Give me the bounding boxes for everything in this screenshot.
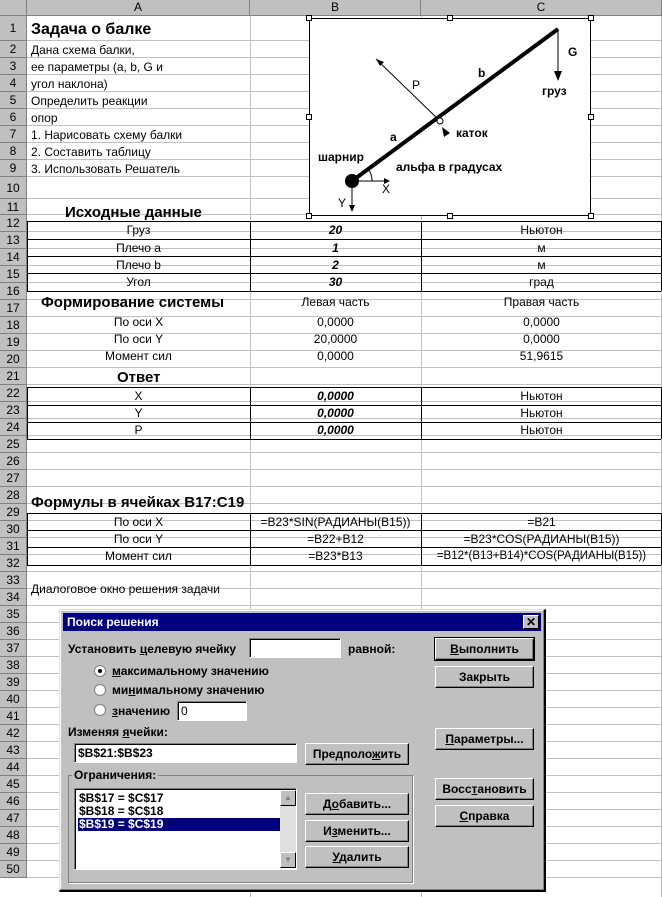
list-item-selected[interactable]: $B$19 = $C$19 — [78, 818, 280, 831]
resize-handle[interactable] — [447, 15, 453, 21]
row-header[interactable]: 22 — [0, 385, 27, 402]
row-header[interactable]: 7 — [0, 126, 27, 143]
row-header[interactable]: 44 — [0, 759, 27, 776]
row-header[interactable]: 14 — [0, 249, 27, 266]
row-header[interactable]: 16 — [0, 283, 27, 300]
delete-button[interactable]: Удалить — [305, 846, 409, 868]
dialog-titlebar[interactable] — [63, 613, 541, 631]
label-alpha: альфа в градусах — [396, 160, 503, 174]
formula-right[interactable]: =B21 — [527, 515, 556, 529]
system-name[interactable]: По оси X — [113, 315, 164, 329]
guess-button[interactable]: Предположить — [305, 743, 409, 765]
answer-name[interactable]: Y — [134, 406, 143, 420]
row-header[interactable]: 35 — [0, 606, 27, 623]
table-border — [27, 513, 28, 565]
row-header[interactable]: 31 — [0, 538, 27, 555]
load-arrow-head — [554, 71, 562, 81]
row-header[interactable]: 29 — [0, 504, 27, 521]
row-header[interactable]: 4 — [0, 75, 27, 92]
reaction-p-line — [376, 59, 440, 121]
table-border — [421, 221, 422, 291]
formula-right[interactable]: =B23*COS(РАДИАНЫ(B15)) — [463, 532, 620, 546]
table-border — [27, 291, 661, 292]
row-header[interactable]: 49 — [0, 844, 27, 861]
input-value[interactable]: 20 — [328, 223, 343, 237]
input-name[interactable]: Груз — [126, 223, 151, 237]
row-header[interactable]: 34 — [0, 589, 27, 606]
row-header[interactable]: 20 — [0, 351, 27, 368]
row-header[interactable]: 23 — [0, 402, 27, 419]
system-left[interactable]: 0,0000 — [317, 349, 354, 363]
row-header[interactable]: 33 — [0, 572, 27, 589]
row-header[interactable]: 38 — [0, 657, 27, 674]
input-value[interactable]: 2 — [332, 258, 339, 272]
table-border — [250, 387, 251, 439]
beam-line — [352, 29, 558, 181]
row-header[interactable]: 25 — [0, 436, 27, 453]
constraints-label: Ограничения: — [74, 768, 157, 782]
run-button[interactable]: Выполнить — [435, 638, 534, 660]
row-header[interactable]: 40 — [0, 691, 27, 708]
system-name[interactable]: По оси Y — [113, 332, 164, 346]
row-header[interactable]: 36 — [0, 623, 27, 640]
gridline — [27, 452, 662, 453]
label-a: a — [390, 130, 397, 144]
row-header[interactable]: 12 — [0, 215, 27, 232]
resize-handle[interactable] — [306, 114, 312, 120]
label-p: P — [412, 78, 421, 92]
resize-handle[interactable] — [588, 15, 594, 21]
table-border — [27, 422, 661, 423]
parameters-button[interactable]: Параметры... — [435, 728, 534, 750]
gridline — [27, 605, 662, 606]
dialog-title: Поиск решения — [67, 615, 159, 629]
table-border — [27, 387, 28, 439]
label-x: X — [382, 182, 391, 196]
table-border — [27, 513, 661, 514]
right-part-header: Правая часть — [503, 295, 580, 309]
row-header[interactable]: 17 — [0, 300, 27, 317]
formula-left[interactable]: =B22+B12 — [307, 532, 364, 546]
y-axis-head — [349, 205, 355, 212]
table-border — [27, 239, 661, 240]
scroll-down-icon[interactable]: ▼ — [280, 852, 296, 868]
input-section-title: Исходные данные — [65, 204, 202, 221]
intro-line: 2. Составить таблицу — [31, 145, 151, 159]
row-header[interactable]: 13 — [0, 232, 27, 249]
answer-section-title: Ответ — [117, 369, 161, 386]
row-header[interactable]: 8 — [0, 143, 27, 160]
row-header[interactable]: 43 — [0, 742, 27, 759]
answer-value[interactable]: 0,0000 — [317, 406, 354, 420]
formula-left[interactable]: =B23*B13 — [308, 549, 363, 563]
row-header[interactable]: 48 — [0, 827, 27, 844]
table-border — [27, 221, 661, 222]
row-header[interactable]: 37 — [0, 640, 27, 657]
intro-line: Дана схема балки, — [31, 43, 135, 57]
row-header[interactable]: 9 — [0, 160, 27, 177]
radio-min[interactable] — [94, 684, 106, 696]
gridline — [27, 486, 662, 487]
equal-label: равной: — [348, 642, 396, 656]
table-border — [27, 273, 661, 274]
change-button[interactable]: Изменить... — [305, 820, 409, 842]
row-header[interactable]: 39 — [0, 674, 27, 691]
row-header[interactable]: 41 — [0, 708, 27, 725]
beam-diagram[interactable] — [309, 18, 591, 216]
resize-handle[interactable] — [588, 213, 594, 219]
row-header[interactable]: 24 — [0, 419, 27, 436]
answer-unit[interactable]: Ньютон — [520, 389, 563, 403]
formulas-section-title: Формулы в ячейках B17:C19 — [31, 494, 245, 511]
gridline — [27, 469, 662, 470]
changing-cells-label: Изменяя ячейки: — [68, 725, 168, 739]
system-left[interactable]: 0,0000 — [317, 315, 354, 329]
formula-left[interactable]: =B23*SIN(РАДИАНЫ(B15)) — [260, 515, 411, 529]
intro-line: Определить реакции — [31, 94, 148, 108]
target-cell-field[interactable] — [249, 638, 341, 658]
row-header[interactable]: 26 — [0, 453, 27, 470]
list-item[interactable]: $B$18 = $C$18 — [79, 804, 164, 818]
system-right[interactable]: 51,9615 — [519, 349, 564, 363]
row-header[interactable]: 21 — [0, 368, 27, 385]
constraints-list[interactable] — [74, 788, 297, 870]
table-border — [27, 405, 661, 406]
input-unit[interactable]: м — [537, 241, 546, 255]
left-part-header: Левая часть — [301, 295, 370, 309]
intro-line: опор — [31, 111, 58, 125]
table-border — [27, 547, 661, 548]
row-header[interactable]: 2 — [0, 41, 27, 58]
input-name[interactable]: Угол — [126, 275, 151, 289]
beam-diagram-svg — [310, 19, 590, 215]
row-header[interactable]: 5 — [0, 92, 27, 109]
system-name[interactable]: Момент сил — [105, 349, 172, 363]
row-header[interactable]: 45 — [0, 776, 27, 793]
input-unit[interactable]: Ньютон — [520, 223, 563, 237]
system-right[interactable]: 0,0000 — [523, 315, 560, 329]
resize-handle[interactable] — [306, 213, 312, 219]
radio-max[interactable] — [94, 665, 106, 677]
row-header[interactable]: 28 — [0, 487, 27, 504]
table-border — [421, 513, 422, 565]
row-header[interactable]: 15 — [0, 266, 27, 283]
add-button[interactable]: Добавить... — [305, 793, 409, 815]
row-header[interactable]: 1 — [0, 16, 27, 41]
table-border — [250, 513, 251, 565]
input-unit[interactable]: град — [529, 275, 554, 289]
solver-dialog — [59, 609, 546, 892]
radio-max-label[interactable]: максимальному значению — [112, 664, 269, 678]
target-cell-label: Установить целевую ячейку — [68, 642, 237, 656]
table-border — [27, 256, 661, 257]
row-header[interactable]: 19 — [0, 334, 27, 351]
input-name[interactable]: Плечо a — [116, 241, 161, 255]
row-header[interactable]: 50 — [0, 861, 27, 878]
row-header[interactable]: 27 — [0, 470, 27, 487]
answer-value[interactable]: 0,0000 — [317, 389, 354, 403]
resize-handle[interactable] — [447, 213, 453, 219]
row-header[interactable]: 47 — [0, 810, 27, 827]
formula-name[interactable]: Момент сил — [105, 549, 172, 563]
table-border — [27, 565, 661, 566]
input-value[interactable]: 30 — [328, 275, 343, 289]
list-scrollbar[interactable] — [280, 790, 296, 868]
close-button[interactable]: Закрыть — [435, 666, 534, 688]
dialog-caption: Диалоговое окно решения задачи — [31, 582, 220, 596]
gridline — [27, 367, 662, 368]
intro-line: угол наклона) — [31, 77, 108, 91]
label-sharnir: шарнир — [318, 150, 364, 164]
resize-handle[interactable] — [306, 15, 312, 21]
input-unit[interactable]: м — [537, 258, 546, 272]
row-header[interactable]: 3 — [0, 58, 27, 75]
label-y: Y — [338, 196, 347, 210]
formula-name[interactable]: По оси X — [113, 515, 164, 529]
intro-line: 3. Использовать Решатель — [31, 162, 180, 176]
column-header-b[interactable]: B — [250, 0, 421, 16]
table-border — [27, 221, 28, 291]
radio-value-label[interactable]: значению — [112, 704, 171, 718]
label-katok: каток — [456, 126, 488, 140]
table-border — [421, 387, 422, 439]
label-g: G — [568, 45, 578, 59]
radio-value[interactable] — [94, 704, 106, 716]
row-header[interactable]: 42 — [0, 725, 27, 742]
formula-name[interactable]: По оси Y — [113, 532, 164, 546]
scroll-up-icon[interactable]: ▲ — [280, 790, 296, 806]
row-header[interactable]: 11 — [0, 199, 27, 215]
row-header[interactable]: 10 — [0, 177, 27, 199]
value-field[interactable]: 0 — [177, 701, 247, 721]
formula-right[interactable]: =B12*(B13+B14)*COS(РАДИАНЫ(B15)) — [436, 550, 647, 562]
answer-name[interactable]: P — [134, 423, 143, 437]
changing-cells-field[interactable]: $B$21:$B$23 — [74, 743, 297, 763]
system-section-title: Формирование системы — [41, 294, 225, 311]
roller-point — [437, 118, 443, 124]
row-header[interactable]: 18 — [0, 317, 27, 334]
close-icon[interactable]: ✕ — [523, 615, 539, 629]
row-header[interactable]: 6 — [0, 109, 27, 126]
table-border — [250, 221, 251, 291]
row-header[interactable]: 46 — [0, 793, 27, 810]
system-right[interactable]: 0,0000 — [523, 332, 560, 346]
input-value[interactable]: 1 — [332, 241, 339, 255]
row-header[interactable]: 32 — [0, 555, 27, 572]
row-header[interactable]: 30 — [0, 521, 27, 538]
intro-line: ее параметры (a, b, G и — [31, 60, 163, 74]
label-b: b — [478, 66, 486, 80]
table-border — [27, 530, 661, 531]
table-border — [27, 387, 661, 388]
list-item[interactable]: $B$17 = $C$17 — [79, 791, 164, 805]
system-left[interactable]: 20,0000 — [313, 332, 358, 346]
answer-unit[interactable]: Ньютон — [520, 423, 563, 437]
answer-value[interactable]: 0,0000 — [317, 423, 354, 437]
answer-name[interactable]: X — [134, 389, 143, 403]
answer-unit[interactable]: Ньютон — [520, 406, 563, 420]
select-all-corner[interactable] — [0, 0, 27, 16]
table-border — [27, 439, 661, 440]
sheet-title: Задача о балке — [31, 21, 152, 38]
help-button[interactable]: Справка — [435, 805, 534, 827]
resize-handle[interactable] — [588, 114, 594, 120]
restore-button[interactable]: Восстановить — [435, 778, 534, 800]
column-header-a[interactable]: A — [27, 0, 250, 16]
radio-min-label[interactable]: минимальному значению — [112, 683, 265, 697]
column-header-c[interactable]: C — [421, 0, 662, 16]
gridline — [27, 571, 662, 572]
intro-line: 1. Нарисовать схему балки — [31, 128, 183, 142]
angle-arc — [369, 170, 372, 181]
input-name[interactable]: Плечо b — [116, 258, 161, 272]
roller-arrow — [442, 127, 450, 137]
label-gruz: груз — [542, 84, 567, 98]
